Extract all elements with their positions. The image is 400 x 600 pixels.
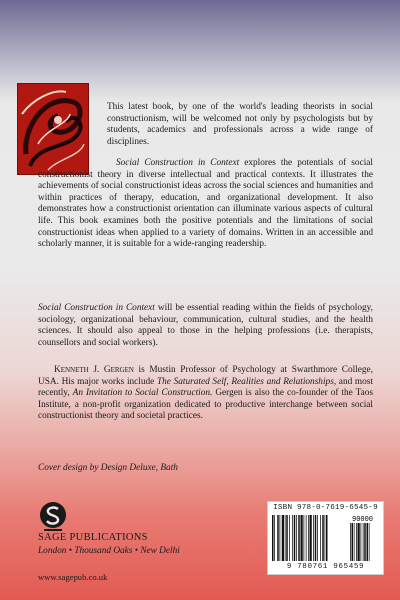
sage-logo-icon <box>38 500 68 532</box>
book-title: Social Construction in Context <box>116 158 240 168</box>
author-name: Kenneth J. Gergen <box>54 365 134 375</box>
price-code: 90000 <box>352 516 374 524</box>
publisher-cities: London • Thousand Oaks • New Delhi <box>38 546 180 556</box>
author-bio-paragraph: Kenneth J. Gergen is Mustin Professor of Psychology at Swarthmore College, USA. His major works include The Saturated Self, Realities and Relationships, and most recently, An Invitation to Social Construction. Gergen is also the co-founder of the Taos Institute, a non-profit organization dedicated to productive interchange between social constructionist theory and societal practices. <box>38 365 374 422</box>
book-title: Social Construction in Context <box>38 303 155 313</box>
description-paragraph: Social Construction in Context explores the potentials of social constructionist theory in diverse intellectual and practical contexts. It illustrates the achievements of social constructionist ideas across the social sciences and humanities and within practices of therapy, education, and organizational development. It also demonstrates how a constructionist orientation can illuminate various aspects of cultural life. This book examines both the positive potentials and the limitations of social constructionist ideas when applied to a variety of domains. Written in an accessible and scholarly manner, it is suitable for a wide-ranging readership. <box>38 158 373 250</box>
barcode-bars <box>272 515 379 563</box>
isbn-barcode <box>267 501 384 575</box>
isbn-number: ISBN 978-0-7619-6545-9 <box>273 504 378 512</box>
intro-paragraph: This latest book, by one of the world's leading theorists in social constructionism, will be welcomed not only by psychologists but by students, academics and professionals across a wide range of disciplines. <box>107 102 373 147</box>
cover-design-credit: Cover design by Design Deluxe, Bath <box>38 463 178 473</box>
readership-paragraph: Social Construction in Context will be essential reading within the fields of psychology, sociology, organizational behaviour, communication, cultural studies, and the health sciences. It should also appeal to those in the helping professions (i.e. therapists, counsellors and social workers). <box>38 303 373 348</box>
publisher-website: www.sagepub.co.uk <box>38 572 108 582</box>
barcode-digits: 9 780761 965459 <box>286 563 365 571</box>
publisher-name: SAGE PUBLICATIONS <box>38 532 148 543</box>
